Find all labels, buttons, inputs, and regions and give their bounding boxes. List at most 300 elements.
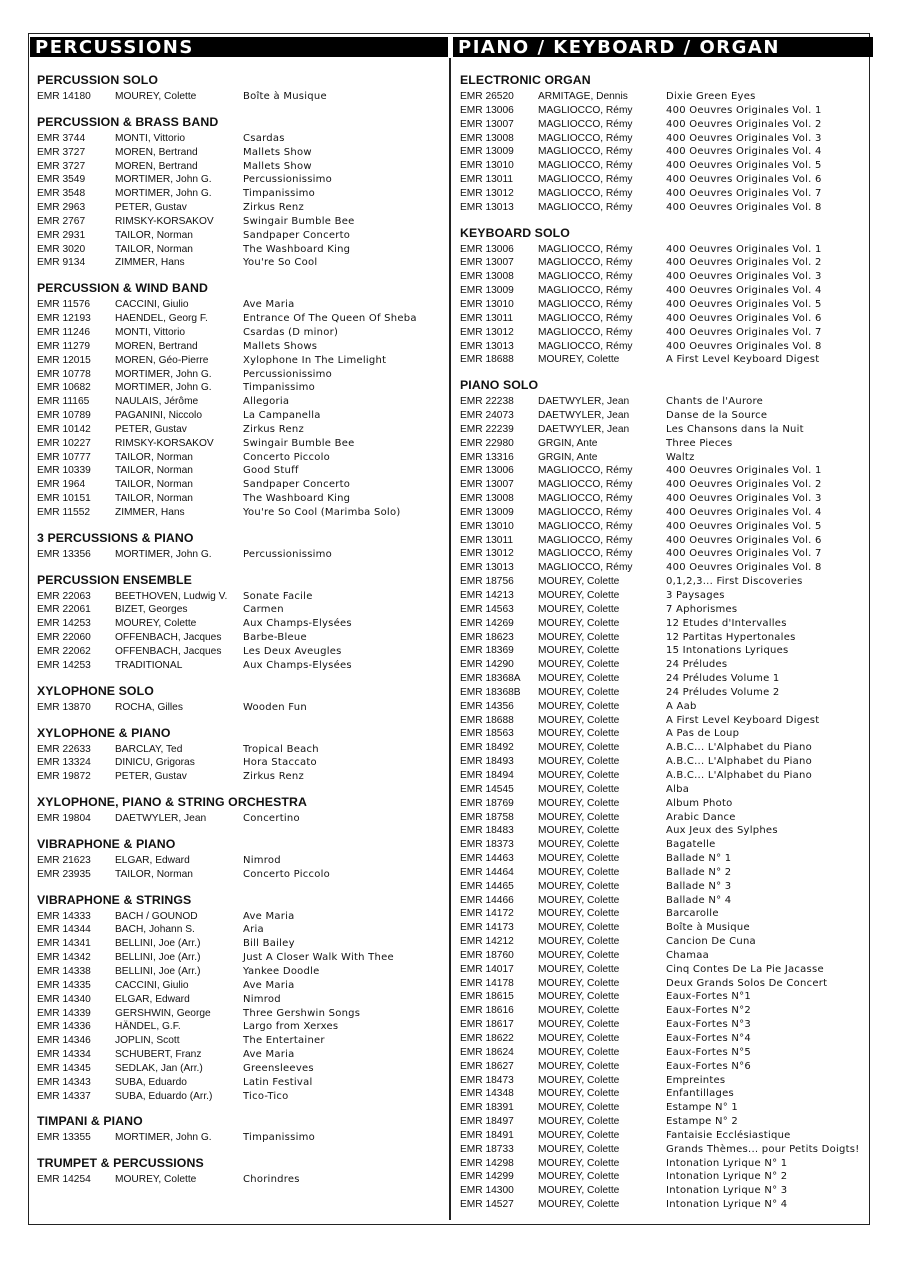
catalog-number: EMR 18627 bbox=[460, 1060, 514, 1072]
section-percussion-and-wind-band bbox=[37, 280, 447, 520]
composer: ELGAR, Edward bbox=[115, 854, 190, 866]
catalog-number: EMR 14298 bbox=[460, 1157, 514, 1169]
work-title: Grands Thèmes... pour Petits Doigts! bbox=[666, 1143, 860, 1155]
catalog-row bbox=[460, 534, 872, 548]
work-title: Mallets Show bbox=[243, 146, 312, 158]
catalog-number: EMR 18491 bbox=[460, 1129, 514, 1141]
work-title: Greensleeves bbox=[243, 1062, 314, 1074]
work-title: Timpanissimo bbox=[243, 1132, 315, 1144]
catalog-row bbox=[460, 284, 872, 298]
composer: MAGLIOCCO, Rémy bbox=[538, 493, 633, 505]
catalog-row bbox=[460, 990, 872, 1004]
composer: RIMSKY-KORSAKOV bbox=[115, 437, 214, 449]
work-title: Swingair Bumble Bee bbox=[243, 437, 355, 449]
catalog-number: EMR 24073 bbox=[460, 410, 514, 422]
catalog-row bbox=[460, 520, 872, 534]
catalog-row bbox=[460, 1157, 872, 1171]
work-title: Aux Champs-Elysées bbox=[243, 618, 352, 630]
catalog-row bbox=[37, 951, 447, 965]
catalog-number: EMR 22980 bbox=[460, 437, 514, 449]
catalog-row bbox=[460, 589, 872, 603]
composer: MAGLIOCCO, Rémy bbox=[538, 160, 633, 172]
catalog-number: EMR 22063 bbox=[37, 590, 91, 602]
header-percussions: PERCUSSIONS bbox=[30, 37, 448, 57]
work-title: Fantaisie Ecclésiastique bbox=[666, 1129, 791, 1141]
catalog-row bbox=[460, 1101, 872, 1115]
catalog-number: EMR 14563 bbox=[460, 603, 514, 615]
catalog-row bbox=[460, 145, 872, 159]
composer: PETER, Gustav bbox=[115, 202, 187, 214]
composer: MAGLIOCCO, Rémy bbox=[538, 479, 633, 491]
catalog-number: EMR 14346 bbox=[37, 1035, 91, 1047]
composer: MOUREY, Colette bbox=[538, 603, 620, 615]
catalog-row bbox=[460, 409, 872, 423]
work-title: Les Deux Aveugles bbox=[243, 646, 342, 657]
catalog-number: EMR 14017 bbox=[460, 963, 514, 975]
catalog-row bbox=[37, 603, 447, 617]
work-title: Boîte à Musique bbox=[666, 922, 750, 934]
catalog-row bbox=[37, 1131, 447, 1145]
composer: SCHUBERT, Franz bbox=[115, 1049, 202, 1061]
catalog-row bbox=[37, 979, 447, 993]
composer: CACCINI, Giulio bbox=[115, 299, 189, 311]
catalog-number: EMR 18688 bbox=[460, 714, 514, 726]
section-title: XYLOPHONE & PIANO bbox=[37, 725, 171, 740]
catalog-number: EMR 18368B bbox=[460, 686, 521, 698]
catalog-number: EMR 13010 bbox=[460, 298, 514, 310]
work-title: Eaux-Fortes N°5 bbox=[666, 1046, 751, 1058]
composer: MOUREY, Colette bbox=[538, 894, 620, 906]
catalog-number: EMR 14337 bbox=[37, 1090, 91, 1102]
composer: ROCHA, Gilles bbox=[115, 701, 183, 713]
composer: BIZET, Georges bbox=[115, 604, 188, 616]
work-title: Sonate Facile bbox=[243, 590, 313, 602]
catalog-number: EMR 13870 bbox=[37, 701, 91, 713]
catalog-number: EMR 18733 bbox=[460, 1143, 514, 1155]
composer: MAGLIOCCO, Rémy bbox=[538, 520, 633, 532]
composer: MOUREY, Colette bbox=[538, 576, 620, 588]
catalog-number: EMR 13013 bbox=[460, 562, 514, 574]
catalog-number: EMR 18760 bbox=[460, 949, 514, 961]
work-title: Csardas (D minor) bbox=[243, 326, 339, 338]
catalog-row bbox=[460, 1046, 872, 1060]
work-title: Nimrod bbox=[243, 854, 281, 866]
composer: MOUREY, Colette bbox=[538, 811, 620, 823]
catalog-number: EMR 13355 bbox=[37, 1132, 91, 1144]
catalog-row bbox=[37, 868, 447, 882]
work-title: Just A Closer Walk With Thee bbox=[243, 952, 394, 964]
work-title: Zirkus Renz bbox=[243, 202, 304, 214]
work-title: A.B.C... L'Alphabet du Piano bbox=[666, 769, 812, 781]
section-title: PERCUSSION & BRASS BAND bbox=[37, 114, 219, 129]
catalog-row bbox=[460, 243, 872, 257]
composer: MONTI, Vittorio bbox=[115, 132, 186, 144]
section-piano-solo bbox=[460, 377, 872, 1212]
catalog-row bbox=[37, 590, 447, 604]
composer: MOUREY, Colette bbox=[538, 1102, 620, 1114]
work-title: Chamaa bbox=[666, 949, 709, 961]
work-title: 400 Oeuvres Originales Vol. 5 bbox=[666, 520, 822, 532]
section-percussion-solo bbox=[37, 72, 447, 104]
catalog-row bbox=[460, 1115, 872, 1129]
catalog-number: EMR 14340 bbox=[37, 993, 91, 1005]
catalog-number: EMR 26520 bbox=[460, 91, 514, 102]
work-title: Wooden Fun bbox=[243, 701, 307, 713]
catalog-row bbox=[460, 173, 872, 187]
catalog-row bbox=[37, 312, 447, 326]
composer: MOUREY, Colette bbox=[538, 853, 620, 865]
catalog-number: EMR 18493 bbox=[460, 756, 514, 768]
catalog-number: EMR 11576 bbox=[37, 299, 91, 311]
composer: MOUREY, Colette bbox=[538, 1060, 620, 1072]
composer: ZIMMER, Hans bbox=[115, 257, 185, 269]
composer: MOUREY, Colette bbox=[538, 908, 620, 920]
work-title: Hora Staccato bbox=[243, 757, 317, 769]
catalog-number: EMR 14345 bbox=[37, 1062, 91, 1074]
composer: MAGLIOCCO, Rémy bbox=[538, 104, 633, 116]
catalog-number: EMR 13009 bbox=[460, 506, 514, 518]
catalog-row bbox=[37, 506, 447, 520]
catalog-row bbox=[37, 965, 447, 979]
work-title: You're So Cool (Marimba Solo) bbox=[243, 506, 401, 518]
work-title: Largo from Xerxes bbox=[243, 1021, 339, 1033]
composer: CACCINI, Giulio bbox=[115, 979, 189, 991]
catalog-number: EMR 18688 bbox=[460, 354, 514, 366]
work-title: A Aab bbox=[666, 700, 697, 712]
work-title: Zirkus Renz bbox=[243, 771, 304, 783]
catalog-number: EMR 13007 bbox=[460, 257, 514, 269]
section-title: PERCUSSION & WIND BAND bbox=[37, 281, 208, 296]
work-title: Cancion De Cuna bbox=[666, 936, 756, 948]
composer: MOREN, Géo-Pierre bbox=[115, 354, 209, 366]
catalog-row bbox=[37, 326, 447, 340]
work-title: Entrance Of The Queen Of Sheba bbox=[243, 313, 417, 325]
catalog-number: EMR 19872 bbox=[37, 771, 91, 783]
catalog-number: EMR 14343 bbox=[37, 1076, 91, 1088]
composer: GERSHWIN, George bbox=[115, 1007, 211, 1019]
composer: MOUREY, Colette bbox=[538, 1046, 620, 1058]
catalog-row bbox=[460, 644, 872, 658]
catalog-number: EMR 14178 bbox=[460, 977, 514, 989]
section-title: KEYBOARD SOLO bbox=[460, 225, 570, 240]
catalog-number: EMR 14335 bbox=[37, 979, 91, 991]
catalog-row bbox=[460, 464, 872, 478]
work-title: 400 Oeuvres Originales Vol. 7 bbox=[666, 187, 822, 199]
section-keyboard-solo bbox=[460, 225, 872, 368]
catalog-row bbox=[37, 409, 447, 423]
composer: MOUREY, Colette bbox=[538, 936, 620, 948]
work-title: 400 Oeuvres Originales Vol. 8 bbox=[666, 201, 822, 213]
composer: TAILOR, Norman bbox=[115, 493, 193, 505]
work-title: You're So Cool bbox=[243, 257, 318, 269]
work-title: Deux Grands Solos De Concert bbox=[666, 977, 828, 989]
work-title: Ave Maria bbox=[243, 299, 295, 311]
section-title: VIBRAPHONE & STRINGS bbox=[37, 892, 192, 907]
composer: MAGLIOCCO, Rémy bbox=[538, 187, 633, 199]
composer: MAGLIOCCO, Rémy bbox=[538, 465, 633, 477]
catalog-row bbox=[460, 561, 872, 575]
catalog-row bbox=[460, 201, 872, 215]
catalog-row bbox=[460, 603, 872, 617]
catalog-number: EMR 10142 bbox=[37, 423, 91, 435]
catalog-number: EMR 13011 bbox=[460, 534, 514, 546]
composer: DAETWYLER, Jean bbox=[538, 410, 630, 422]
work-title: 7 Aphorismes bbox=[666, 603, 738, 615]
composer: MOUREY, Colette bbox=[538, 645, 620, 657]
catalog-row bbox=[37, 923, 447, 937]
work-title: A Pas de Loup bbox=[666, 728, 740, 740]
composer: TAILOR, Norman bbox=[115, 243, 193, 255]
catalog-number: EMR 14269 bbox=[460, 617, 514, 629]
catalog-row bbox=[37, 1048, 447, 1062]
composer: BEETHOVEN, Ludwig V. bbox=[115, 590, 228, 602]
composer: MOUREY, Colette bbox=[538, 631, 620, 643]
work-title: 400 Oeuvres Originales Vol. 2 bbox=[666, 479, 822, 491]
composer: MAGLIOCCO, Rémy bbox=[538, 312, 633, 324]
section-title: XYLOPHONE, PIANO & STRING ORCHESTRA bbox=[37, 795, 307, 810]
catalog-number: EMR 14333 bbox=[37, 910, 91, 922]
work-title: Xylophone In The Limelight bbox=[243, 354, 387, 366]
work-title: 400 Oeuvres Originales Vol. 8 bbox=[666, 562, 822, 574]
catalog-row bbox=[37, 340, 447, 354]
composer: MAGLIOCCO, Rémy bbox=[538, 132, 633, 144]
catalog-row bbox=[460, 340, 872, 354]
catalog-row bbox=[460, 714, 872, 728]
catalog-number: EMR 3727 bbox=[37, 160, 86, 172]
catalog-number: EMR 13012 bbox=[460, 548, 514, 560]
catalog-row bbox=[460, 824, 872, 838]
section-title: XYLOPHONE SOLO bbox=[37, 683, 154, 698]
catalog-row bbox=[460, 1129, 872, 1143]
catalog-row bbox=[460, 686, 872, 700]
composer: MOUREY, Colette bbox=[538, 1005, 620, 1017]
catalog-number: EMR 13011 bbox=[460, 312, 514, 324]
catalog-number: EMR 13008 bbox=[460, 493, 514, 505]
work-title: 400 Oeuvres Originales Vol. 7 bbox=[666, 548, 822, 560]
work-title: Barbe-Bleue bbox=[243, 632, 307, 644]
catalog-number: EMR 3727 bbox=[37, 146, 86, 158]
work-title: Percussionissimo bbox=[243, 174, 333, 186]
composer: SUBA, Eduardo (Arr.) bbox=[115, 1090, 213, 1102]
composer: MAGLIOCCO, Rémy bbox=[538, 174, 633, 186]
work-title: 400 Oeuvres Originales Vol. 4 bbox=[666, 506, 822, 518]
percussions-column bbox=[37, 72, 447, 1187]
work-title: Zirkus Renz bbox=[243, 423, 304, 435]
catalog-row bbox=[37, 910, 447, 924]
work-title: The Washboard King bbox=[243, 243, 351, 255]
catalog-number: EMR 10339 bbox=[37, 465, 91, 477]
catalog-row bbox=[460, 769, 872, 783]
composer: MORTIMER, John G. bbox=[115, 368, 212, 380]
work-title: 400 Oeuvres Originales Vol. 6 bbox=[666, 534, 822, 546]
catalog-number: EMR 3744 bbox=[37, 132, 86, 144]
catalog-row bbox=[37, 993, 447, 1007]
catalog-number: EMR 14356 bbox=[460, 700, 514, 712]
composer: GRGIN, Ante bbox=[538, 437, 598, 449]
catalog-row bbox=[460, 312, 872, 326]
work-title: 400 Oeuvres Originales Vol. 6 bbox=[666, 174, 822, 186]
catalog-number: EMR 2931 bbox=[37, 229, 86, 241]
section-title: TIMPANI & PIANO bbox=[37, 1114, 143, 1129]
catalog-number: EMR 14300 bbox=[460, 1185, 514, 1197]
catalog-number: EMR 22060 bbox=[37, 632, 91, 644]
catalog-row bbox=[460, 437, 872, 451]
catalog-row bbox=[460, 949, 872, 963]
composer: ELGAR, Edward bbox=[115, 993, 190, 1005]
catalog-row bbox=[37, 756, 447, 770]
catalog-number: EMR 13010 bbox=[460, 160, 514, 172]
catalog-number: EMR 18623 bbox=[460, 631, 514, 643]
catalog-number: EMR 11552 bbox=[37, 506, 91, 518]
work-title: 12 Etudes d'Intervalles bbox=[666, 617, 787, 629]
catalog-number: EMR 13356 bbox=[37, 548, 91, 560]
catalog-row bbox=[460, 811, 872, 825]
catalog-number: EMR 18373 bbox=[460, 839, 514, 851]
work-title: 400 Oeuvres Originales Vol. 2 bbox=[666, 257, 822, 269]
work-title: Empreintes bbox=[666, 1074, 726, 1086]
catalog-number: EMR 14213 bbox=[460, 590, 514, 601]
work-title: 400 Oeuvres Originales Vol. 4 bbox=[666, 285, 822, 297]
catalog-number: EMR 14253 bbox=[37, 618, 91, 630]
work-title: Les Chansons dans la Nuit bbox=[666, 423, 804, 435]
catalog-number: EMR 13012 bbox=[460, 326, 514, 338]
composer: DAETWYLER, Jean bbox=[538, 423, 630, 435]
catalog-number: EMR 18473 bbox=[460, 1074, 514, 1086]
catalog-number: EMR 13012 bbox=[460, 187, 514, 199]
composer: MOUREY, Colette bbox=[538, 991, 620, 1003]
catalog-number: EMR 13324 bbox=[37, 757, 91, 769]
composer: MAGLIOCCO, Rémy bbox=[538, 548, 633, 560]
catalog-number: EMR 10777 bbox=[37, 451, 91, 463]
section-vibraphone-and-strings bbox=[37, 892, 447, 1104]
catalog-row bbox=[460, 1074, 872, 1088]
work-title: Chorindres bbox=[243, 1174, 300, 1186]
work-title: 400 Oeuvres Originales Vol. 3 bbox=[666, 493, 822, 505]
section-electronic-organ bbox=[460, 72, 872, 215]
composer: GRGIN, Ante bbox=[538, 451, 598, 463]
composer: MOUREY, Colette bbox=[538, 1088, 620, 1100]
catalog-row bbox=[460, 672, 872, 686]
composer: BELLINI, Joe (Arr.) bbox=[115, 965, 201, 977]
composer: MOUREY, Colette bbox=[115, 618, 197, 630]
section-title: PERCUSSION ENSEMBLE bbox=[37, 572, 192, 587]
catalog-row bbox=[37, 215, 447, 229]
catalog-number: EMR 14338 bbox=[37, 965, 91, 977]
catalog-number: EMR 18368A bbox=[460, 673, 521, 685]
catalog-row bbox=[37, 478, 447, 492]
work-title: Swingair Bumble Bee bbox=[243, 215, 355, 227]
catalog-row bbox=[37, 395, 447, 409]
work-title: Eaux-Fortes N°4 bbox=[666, 1033, 751, 1044]
work-title: 400 Oeuvres Originales Vol. 8 bbox=[666, 340, 822, 352]
catalog-number: EMR 14466 bbox=[460, 894, 514, 906]
work-title: Tropical Beach bbox=[243, 743, 319, 755]
composer: DINICU, Grigoras bbox=[115, 757, 195, 769]
catalog-number: EMR 13006 bbox=[460, 465, 514, 477]
work-title: Aria bbox=[243, 924, 264, 936]
catalog-row bbox=[460, 1004, 872, 1018]
catalog-row bbox=[37, 1034, 447, 1048]
work-title: Estampe N° 1 bbox=[666, 1102, 739, 1114]
composer: MOUREY, Colette bbox=[538, 700, 620, 712]
column-divider bbox=[449, 58, 451, 1220]
catalog-number: EMR 14463 bbox=[460, 853, 514, 865]
composer: BACH, Johann S. bbox=[115, 924, 195, 936]
composer: OFFENBACH, Jacques bbox=[115, 632, 222, 644]
catalog-row bbox=[460, 478, 872, 492]
catalog-row bbox=[37, 631, 447, 645]
work-title: Percussionissimo bbox=[243, 548, 333, 560]
catalog-row bbox=[37, 1062, 447, 1076]
catalog-number: EMR 14254 bbox=[37, 1174, 91, 1186]
catalog-row bbox=[460, 935, 872, 949]
catalog-number: EMR 18756 bbox=[460, 576, 514, 588]
catalog-number: EMR 14173 bbox=[460, 922, 514, 934]
section-xylophone-piano-and-string-orchestra bbox=[37, 794, 447, 826]
composer: MORTIMER, John G. bbox=[115, 188, 212, 200]
catalog-number: EMR 3548 bbox=[37, 188, 86, 200]
composer: MOUREY, Colette bbox=[538, 1116, 620, 1128]
catalog-row bbox=[460, 1032, 872, 1046]
catalog-row bbox=[37, 256, 447, 270]
catalog-number: EMR 10778 bbox=[37, 368, 91, 380]
catalog-row bbox=[37, 173, 447, 187]
catalog-row bbox=[460, 395, 872, 409]
catalog-row bbox=[460, 451, 872, 465]
catalog-row bbox=[460, 423, 872, 437]
catalog-number: EMR 13007 bbox=[460, 479, 514, 491]
work-title: 0,1,2,3... First Discoveries bbox=[666, 576, 803, 588]
work-title: Estampe N° 2 bbox=[666, 1116, 739, 1128]
catalog-row bbox=[460, 797, 872, 811]
composer: PETER, Gustav bbox=[115, 771, 187, 783]
work-title: Concerto Piccolo bbox=[243, 451, 331, 463]
catalog-number: EMR 22239 bbox=[460, 423, 514, 435]
work-title: Concertino bbox=[243, 813, 300, 825]
catalog-row bbox=[460, 326, 872, 340]
composer: MOUREY, Colette bbox=[538, 1129, 620, 1141]
work-title: Mallets Show bbox=[243, 160, 312, 172]
work-title: Bill Bailey bbox=[243, 938, 295, 950]
catalog-row bbox=[460, 852, 872, 866]
work-title: Eaux-Fortes N°6 bbox=[666, 1060, 751, 1072]
section-xylophone-solo bbox=[37, 683, 447, 715]
work-title: Sandpaper Concerto bbox=[243, 479, 351, 491]
catalog-row bbox=[460, 963, 872, 977]
catalog-row bbox=[460, 880, 872, 894]
catalog-number: EMR 21623 bbox=[37, 854, 91, 866]
catalog-row bbox=[460, 90, 872, 104]
catalog-number: EMR 18483 bbox=[460, 825, 514, 837]
catalog-row bbox=[37, 464, 447, 478]
section-percussion-ensemble bbox=[37, 572, 447, 673]
catalog-number: EMR 18617 bbox=[460, 1019, 514, 1031]
work-title: 400 Oeuvres Originales Vol. 2 bbox=[666, 118, 822, 130]
composer: MOUREY, Colette bbox=[538, 742, 620, 754]
work-title: Barcarolle bbox=[666, 908, 719, 920]
work-title: 400 Oeuvres Originales Vol. 3 bbox=[666, 132, 822, 144]
composer: TAILOR, Norman bbox=[115, 465, 193, 477]
work-title: Dixie Green Eyes bbox=[666, 91, 756, 102]
composer: MAGLIOCCO, Rémy bbox=[538, 340, 633, 352]
catalog-row bbox=[460, 575, 872, 589]
work-title: Three Gershwin Songs bbox=[243, 1007, 361, 1019]
composer: TAILOR, Norman bbox=[115, 451, 193, 463]
work-title: Yankee Doodle bbox=[243, 965, 320, 977]
composer: MOREN, Bertrand bbox=[115, 146, 198, 158]
catalog-number: EMR 13007 bbox=[460, 118, 514, 130]
catalog-number: EMR 23935 bbox=[37, 868, 91, 880]
